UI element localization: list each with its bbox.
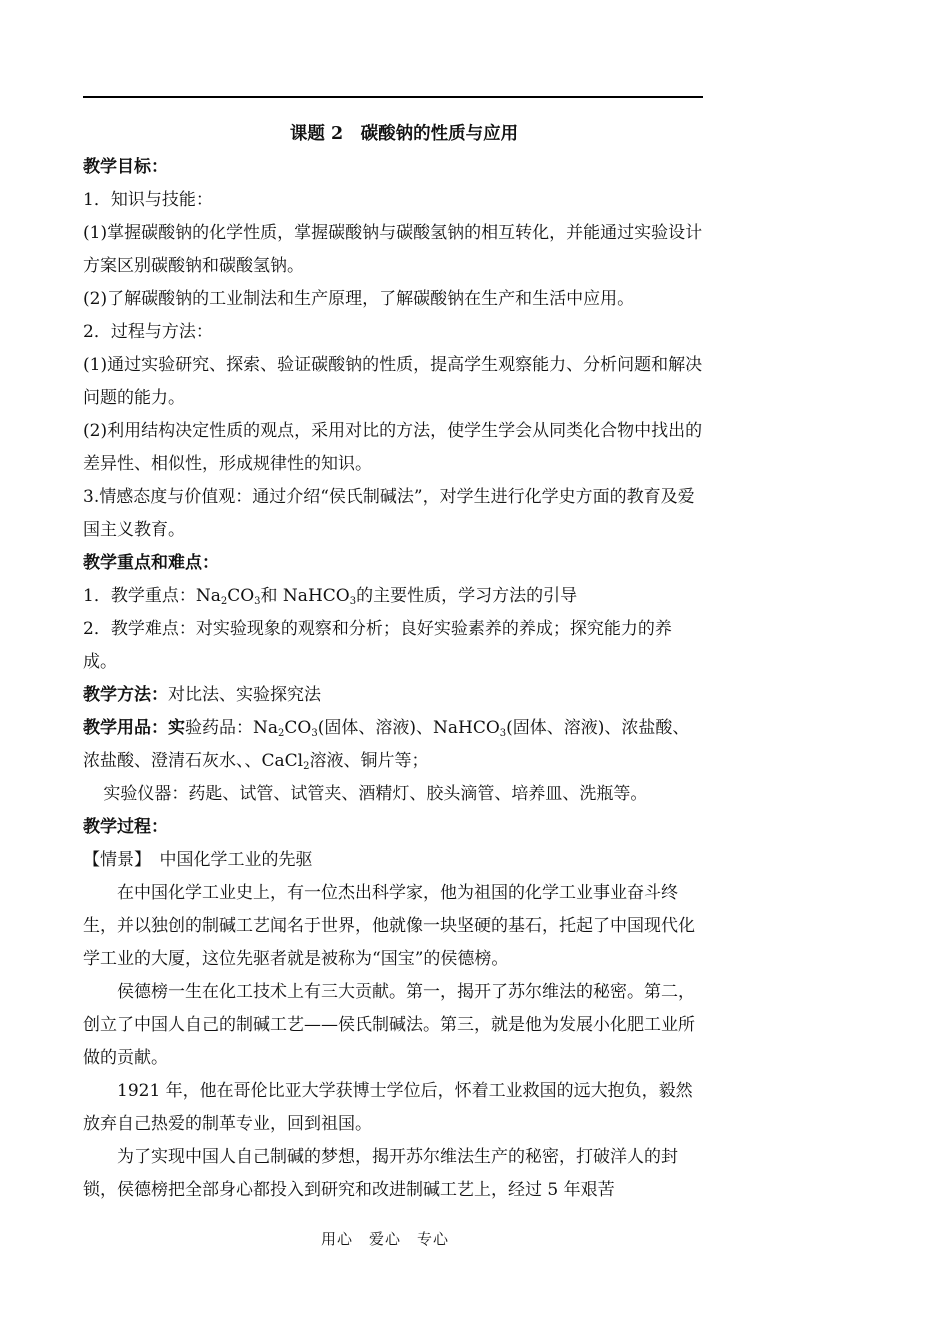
paragraph-3: 1921 年，他在哥伦比亚大学获博士学位后，怀着工业救国的远大抱负，毅然放弃自己热爱的制革专业，回到祖国。 bbox=[83, 1081, 693, 1134]
paragraph-2: 侯德榜一生在化工技术上有三大贡献。第一，揭开了苏尔维法的秘密。第二，创立了中国人自己的制碱工艺——侯氏制碱法。第三，就是他为发展小化肥工业所做的贡献。 bbox=[83, 982, 695, 1068]
document-body bbox=[83, 118, 705, 1207]
instruments: 实验仪器：药匙、试管、试管夹、酒精灯、胶头滴管、培养皿、洗瓶等。 bbox=[103, 784, 648, 804]
key-point-2: 2．教学难点：对实验现象的观察和分析；良好实验素养的养成；探究能力的养成。 bbox=[83, 619, 672, 672]
paragraph-1: 在中国化学工业史上，有一位杰出科学家，他为祖国的化学工业事业奋斗终生，并以独创的制碱工艺闻名于世界，他就像一块坚硬的基石，托起了中国现代化学工业的大厦，这位先驱者就是被称为“国宝”的侯德榜。 bbox=[83, 883, 695, 969]
objective-1a: (1)掌握碳酸钠的化学性质，掌握碳酸钠与碳酸氢钠的相互转化，并能通过实验设计方案区别碳酸钠和碳酸氢钠。 bbox=[83, 223, 703, 276]
scene-heading: 【情景】 中国化学工业的先驱 bbox=[83, 850, 313, 870]
objective-3: 3.情感态度与价值观：通过介绍“侯氏制碱法”，对学生进行化学史方面的教育及爱国主义教育。 bbox=[83, 487, 695, 540]
teaching-supplies: 教学用品：实验药品：$Na_2CO_3$(固体、溶液)、NaHCO$_3$(固体、溶液)、浓盐酸、浓盐酸、澄清石灰水、、CaCl$_2$溶液、铜片等； bbox=[83, 718, 690, 772]
method-text: 对比法、实验探究法 bbox=[168, 685, 321, 705]
key-point-1: 1．教学重点：$Na_2CO_3$和 NaHCO$_3$的主要性质，学习方法的引导 bbox=[83, 586, 578, 607]
method-label: 教学方法： bbox=[83, 685, 168, 705]
process-heading: 教学过程： bbox=[83, 817, 168, 837]
key-points-heading: 教学重点和难点： bbox=[83, 553, 219, 573]
paragraph-4: 为了实现中国人自己制碱的梦想，揭开苏尔维法生产的秘密，打破洋人的封锁，侯德榜把全部身心都投入到研究和改进制碱工艺上，经过 5 年艰苦 bbox=[83, 1147, 678, 1200]
header-rule bbox=[83, 96, 703, 98]
objective-1: 1．知识与技能： bbox=[83, 190, 213, 210]
objective-2b: (2)利用结构决定性质的观点，采用对比的方法，使学生学会从同类化合物中找出的差异性、相似性，形成规律性的知识。 bbox=[83, 421, 703, 474]
page-footer: 用心 爱心 专心 bbox=[320, 1230, 449, 1248]
objectives-heading: 教学目标： bbox=[83, 157, 168, 177]
objective-2: 2．过程与方法： bbox=[83, 322, 213, 342]
objective-1b: (2)了解碳酸钠的工业制法和生产原理，了解碳酸钠在生产和生活中应用。 bbox=[83, 289, 635, 309]
objective-2a: (1)通过实验研究、探索、验证碳酸钠的性质，提高学生观察能力、分析问题和解决问题的能力。 bbox=[83, 355, 703, 408]
lesson-title: 课题 2 碳酸钠的性质与应用 bbox=[289, 124, 519, 144]
teaching-method bbox=[83, 679, 705, 712]
